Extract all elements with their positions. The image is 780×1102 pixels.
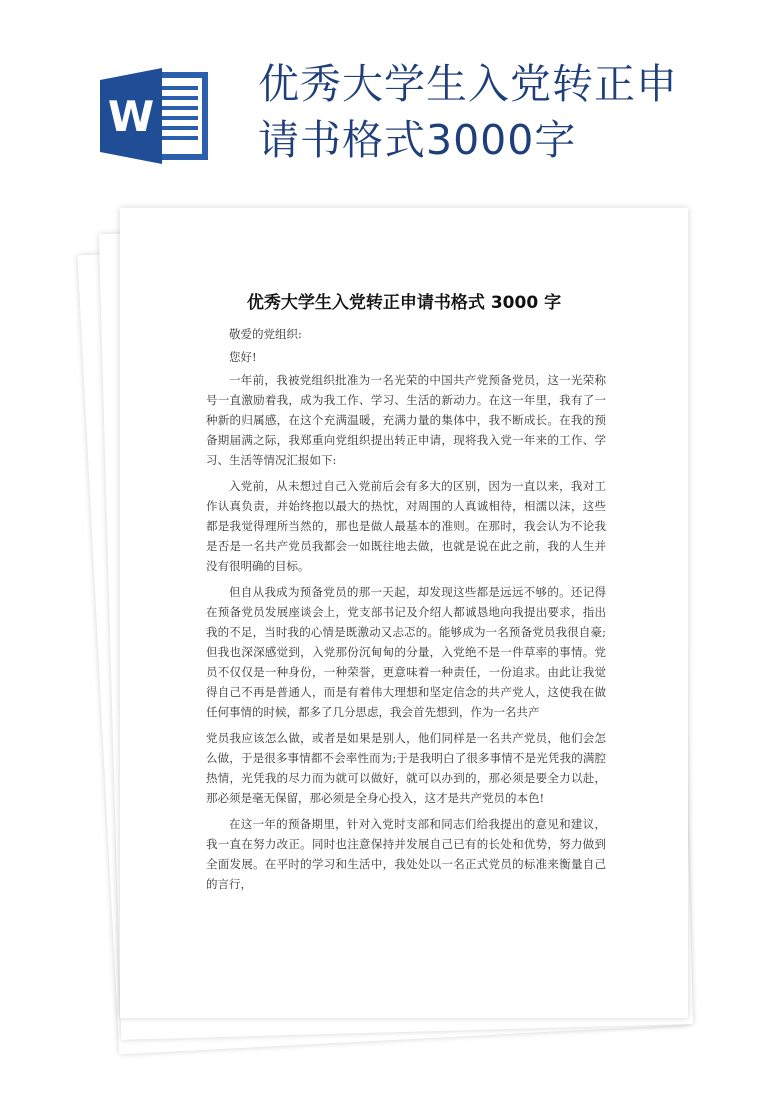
greeting: 您好! <box>229 350 257 364</box>
paragraph: 在这一年的预备期里，针对入党时支部和同志们给我提出的意见和建议，我一直在努力改正。同时也注意保持并发展自己已有的长处和优势，努力做到全面发展。在平时的学习和生活中，我处处以一名正式党员的标准来衡量自己的言行， <box>206 817 606 891</box>
salutation: 敬爱的党组织: <box>229 327 302 341</box>
page-header <box>0 0 780 200</box>
paragraph: 党员我应该怎么做，或者是如果是别人，他们同样是一名共产党员，他们会怎么做，于是很多事情都不会率性而为;于是我明白了很多事情不是光凭我的满腔热情，光凭我的尽力而为就可以做好，就可以办到的，那必须是要全力以赴，那必须是毫无保留，那必须是全身心投入，这才是共产党员的本色! <box>206 731 606 805</box>
document-page <box>120 208 688 1018</box>
paragraph: 但自从我成为预备党员的那一天起，却发现这些都是远远不够的。还记得在预备党员发展座谈会上，党支部书记及介绍人都诚恳地向我提出要求，指出我的不足，当时我的心情是既激动又忐忑的。能够成为一名预备党员我很自豪;但我也深深感觉到，入党那份沉甸甸的分量，入党绝不是一件草率的事情。党员不仅仅是一种身份，一种荣誉，更意味着一种责任，一份追求。由此让我觉得自己不再是普通人，而是有着伟大理想和坚定信念的共产党人，这使我在做任何事情的时候，都多了几分思虑，我会首先想到，作为一名共产 <box>206 585 606 719</box>
document-title: 优秀大学生入党转正申请书格式 3000 字 <box>246 293 562 313</box>
document-body <box>206 324 606 900</box>
paragraph: 入党前，从未想过自己入党前后会有多大的区别，因为一直以来，我对工作认真负责，并始终抱以最大的热忱，对周围的人真诚相待，相濡以沫，这些都是我觉得理所当然的，那也是做人最基本的准则。在那时，我会认为不论我是否是一名共产党员我都会一如既往地去做，也就是说在此之前，我的人生并没有很明确的目标。 <box>206 479 606 573</box>
svg-text:W: W <box>107 92 155 141</box>
word-document-icon <box>96 64 214 168</box>
paragraph: 一年前，我被党组织批准为一名光荣的中国共产党预备党员，这一光荣称号一直激励着我，成为我工作、学习、生活的新动力。在这一年里，我有了一种新的归属感，在这个充满温暖，充满力量的集体中，我不断成长。在我的预备期届满之际，我郑重向党组织提出转正申请，现将我入党一年来的工作、学习、生活等情况汇报如下: <box>206 373 606 467</box>
page-title: 优秀大学生入党转正申请书格式3000字 <box>258 60 678 164</box>
